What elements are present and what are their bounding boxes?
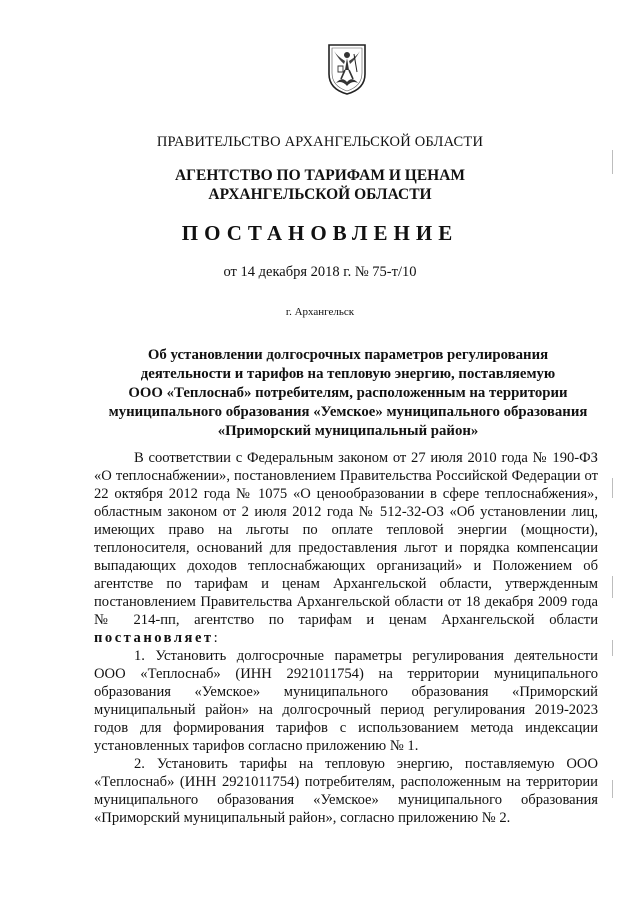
preamble-paragraph — [94, 449, 598, 647]
coat-of-arms-icon — [326, 42, 368, 96]
preamble-text: В соответствии с Федеральным законом от 27 июля 2010 года № 190-ФЗ «О теплоснабжении», постановлением Правительства Российской Федерации от 22 октября 2012 года № 1075 «О ценообразовании в сфере теплоснабжения», областным законом от 2 июля 2012 года № 512-32-ОЗ «Об установлении лиц, имеющих право на льготы по оплате тепловой энергии (мощности), теплоносителя, оснований для предоставления льгот и порядка компенсации выпадающих доходов теплоснабжающих организаций» и Положением об агентстве по тарифам и ценам Архангельской области, утвержденным постановлением Правительства Архангельской области от 18 декабря 2009 года № 214-пп, агентство по тарифам и ценам Архангельской области — [94, 450, 598, 628]
scan-mark — [612, 780, 613, 798]
subject-line: муниципального образования «Уемское» муниципального образования — [108, 404, 588, 420]
subject-line: Об установлении долгосрочных параметров регулирования — [147, 347, 549, 363]
clause-1: 1. Установить долгосрочные параметры регулирования деятельности ООО «Теплоснаб» (ИНН 2921011754) на территории муниципального образования «Уемское» муниципального образования «Приморский муниципальный район» на долгосрочный период регулирования 2019-2023 годов для формирования тарифов с использованием метода индексации установленных тарифов согласно приложению № 1. — [94, 648, 598, 754]
government-name: ПРАВИТЕЛЬСТВО АРХАНГЕЛЬСКОЙ ОБЛАСТИ — [156, 134, 484, 150]
clause-2: 2. Установить тарифы на тепловую энергию, поставляемую ООО «Теплоснаб» (ИНН 2921011754) потребителям, расположенным на территории муниципального образования «Уемское» муниципального образования «Приморский муниципальный район», согласно приложению № 2. — [94, 756, 598, 826]
document-type: ПОСТАНОВЛЕНИЕ — [181, 221, 459, 245]
date-and-number: от 14 декабря 2018 г. № 75-т/10 — [223, 264, 417, 280]
resolves-colon: : — [213, 630, 218, 646]
agency-name — [0, 166, 640, 204]
agency-name-line: АГЕНТСТВО ПО ТАРИФАМ И ЦЕНАМ — [174, 167, 466, 184]
scan-mark — [612, 478, 613, 498]
document-subject — [60, 346, 636, 441]
document-body — [94, 449, 598, 827]
resolves-keyword: постановляет — [94, 630, 214, 646]
subject-line: ООО «Теплоснаб» потребителям, расположенным на территории — [128, 385, 568, 401]
scan-mark — [612, 640, 613, 656]
scan-mark — [612, 576, 613, 598]
city: г. Архангельск — [285, 306, 355, 318]
subject-line: «Приморский муниципальный район» — [217, 423, 479, 439]
agency-name-line: АРХАНГЕЛЬСКОЙ ОБЛАСТИ — [208, 186, 432, 203]
subject-line: деятельности и тарифов на тепловую энергию, поставляемую — [140, 366, 556, 382]
